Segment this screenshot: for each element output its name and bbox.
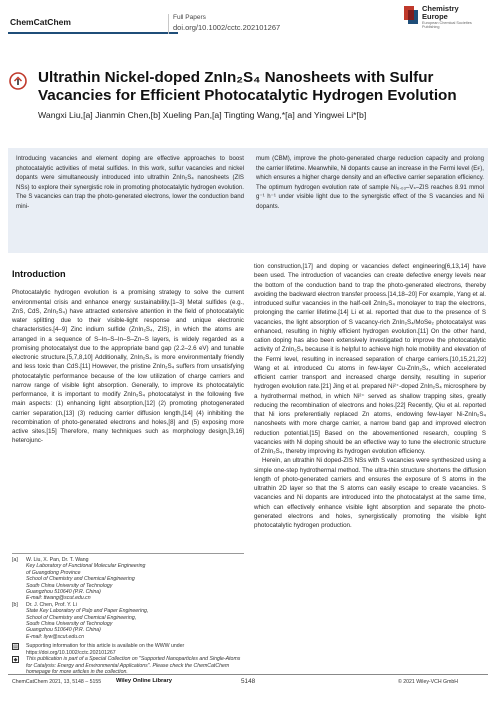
body-right-column (254, 262, 486, 530)
affiliation-email[interactable]: E-mail: ttwang@scut.edu.cn (26, 595, 91, 602)
affiliation-line: of Guangdong Province (26, 569, 81, 576)
publisher-name-line2: Europe (422, 12, 448, 21)
wiley-online-library-link[interactable]: Wiley Online Library (116, 678, 172, 684)
supporting-info-note[interactable] (12, 643, 244, 656)
publisher-name-line1: Chemistry (422, 4, 459, 13)
abstract-left-column: Introducing vacancies and element doping are effective approaches to boost photocatalytic activities of metal sulfides. In this work, sulfur vacancies and nickel dopants were simultaneously introduced into ultrathin ZnIn₂S₄ nanosheets (ZIS NSs) to explore their synergistic role in promoting photocatalytic hydrogen evolution. The S vacancies can trap the photo-generated electrons, lower the conduction band mini- (16, 155, 244, 210)
supporting-info-text: Supporting information for this article is available on the WWW under https://doi.org/10.1002/cctc.202101267 (26, 643, 185, 656)
author-list: Wangxi Liu,[a] Jianmin Chen,[b] Xueling Pan,[a] Tingting Wang,*[a] and Yingwei Li*[b] (38, 110, 367, 120)
affiliation-email[interactable]: E-mail: liyw@scut.edu.cn (26, 633, 85, 640)
doi-link[interactable]: doi.org/10.1002/cctc.202101267 (173, 23, 281, 32)
header-divider (168, 14, 169, 34)
page-header (0, 0, 496, 34)
body-paragraph: tion construction,[17] and doping or vacancies defect engineering[6,13,14] have been used. The introduction of vacancies can create defective energy levels near the bottom of the conduction band to trap the photo-generated electrons, thereby avoiding the backward electron transfer process.[14,18–20] For example, Yang et al. introduced sulfur vacancies in the half-cell ZnIn₂S₄ monolayer to trap the electrons, prolonging the carrier lifetime.[14] Li et al. reported that due to the presence of S vacancies, the light absorption of S vacancy-rich ZnIn₂S₄/MoSe₂ photocatalyst was enhanced, resulting in highly efficient hydrogen evolution.[11] On the other hand, cation doping has also been extensively investigated to improve the photocatalytic activity of ZnIn₂S₄ because it is helpful to achieve high hole mobility and elevation of the Fermi level, resulting in increased separation of charge carriers.[10,15,21,22] Wang et al. introduced Cu atoms in few-layer Cu-ZnIn₂S₄, which accelerated efficient carrier transport and increased charge density, resulting in superior hydrogen evolution rate.[21] Jing et al. prepared Ni²⁺-doped ZnIn₂S₄ microsphere by a hydrothermal method, in which Ni²⁺ served as shallow trapping sites, greatly reducing the recombination of electrons and holes.[22] Recently, Qiu et al. reported that Ni ions preferentially replaced Zn atoms, endowing few-layer Ni-ZnIn₂S₄ nanosheets with more charge carrier, a narrow band gap and improved electron reduction potential.[15] Based on the abovementioned research, coupling S vacancies with Ni doping should be an effective way to tune the electronic structure of ZnIn₂S₄, thereby improving its hydrogen evolution efficiency. (254, 263, 486, 455)
abstract-right-column: mum (CBM), improve the photo-generated charge reduction capacity and prolong the carrier lifetime. Meanwhile, Ni dopants cause an increase in the Fermi level (Eꜰ), which ensures a higher charge density and an effective carrier separation efficiency. The optimum hydrogen evolution rate of sample Ni₀.₀₃–Vₛ–ZIS reaches 8.91 mmol g⁻¹ h⁻¹ under visible light due to the synergistic effect of the S vacancies and Ni dopants. (256, 155, 484, 210)
chemistry-europe-icon (403, 5, 419, 25)
article-type: Full Papers (173, 14, 206, 21)
affiliation-line: School of Chemistry and Chemical Engineering (26, 576, 135, 583)
supporting-info-icon: ▤ (13, 644, 18, 651)
affiliation-line: State Key Laboratory of Pulp and Paper Engineering, (26, 608, 149, 615)
publisher-subtitle: European Chemical Societies Publishing (422, 21, 472, 30)
affiliation-a (12, 557, 244, 602)
affiliation-line: School of Chemistry and Chemical Engineering, (26, 614, 137, 621)
affiliation-line: Guangzhou 510640 (P.R. China) (26, 627, 101, 634)
section-heading-introduction: Introduction (12, 269, 66, 279)
body-paragraph: Photocatalytic hydrogen evolution is a promising strategy to solve the current environmental crisis and enhance energy sustainability.[1–3] Metal sulfides (e.g., ZnS, CdS, ZnIn₂S₄) have attracted extensive attention in the field of photocatalytic water splitting due to their visible-light response and unique electronic characteristics.[4–9] Zinc indium sulfide (ZnIn₂S₄, ZIS), in which the atoms are arranged in a sequence of S–In–S–In–S–Zn–S layers, is widely regarded as a promising photocatalyst due to the appropriate band gap (2.2–2.6 eV) and tunable electronic structure.[5,7,8,10] Additionally, ZnIn₂S₄ is more environmentally friendly and less toxic than CdS.[11] However, the pristine ZnIn₂S₄ suffers from unsatisfying photocatalytic performance because of the low utilization of charge carriers and narrow range of visible light absorption. Generally, to improve its photocatalytic performance, it is important to modify ZnIn₂S₄ photocatalyst in the following five main aspects: (1) enhancing light absorption,[12] (2) promoting photogenerated carrier separation,[13] (3) reducing carrier diffusion length,[14] (4) inhibiting the recombination of photo-generated electrons and holes,[8] and (5) exposing more active sites.[15] Therefore, many techniques such as morphology design,[3,16] heterojunc- (12, 289, 244, 445)
affiliations (12, 553, 244, 675)
header-rule (8, 32, 178, 34)
affiliation-names: Dr. J. Chen, Prof. Y. Li (26, 601, 77, 608)
affiliation-line: South China University of Technology (26, 582, 113, 589)
footer-copyright: © 2021 Wiley-VCH GmbH (398, 679, 459, 685)
footer-citation: ChemCatChem 2021, 13, 5148 – 5155 (12, 679, 102, 685)
publisher-name (422, 5, 459, 21)
special-collection-text: This publication is part of a Special Collection on "Supported Nanoparticles and Single-Atoms for Catalysis: Energy and Environmental Applications". Please check the ChemCatChem homepage for more articles in the collection. (26, 656, 241, 675)
affiliation-tag: [a] (12, 557, 18, 563)
footer-rule (8, 674, 488, 675)
affiliation-names: W. Liu, X. Pan, Dr. T. Wang (26, 557, 89, 563)
special-collection-icon: ◆ (13, 657, 18, 664)
body-left-column (12, 262, 244, 446)
affiliation-b (12, 602, 244, 640)
affiliation-line: South China University of Technology (26, 621, 113, 628)
affiliation-line: Guangzhou 510640 (P.R. China) (26, 589, 101, 596)
body-paragraph: Herein, an ultrathin Ni doped-ZIS NSs with S vacancies were synthesized using a simple one-step hydrothermal method. The ultra-thin structure shortens the diffusion length of photo-generated carriers and ensures the exposure of S atoms in the ultrathin 2D layer so that the S atoms can easily escape to create vacancies. S vacancies and Ni dopants are introduced into the photocatalyst at the same time, which can effectively enhance visible light absorption and separate the photo-generated electrons and holes, synergistically promoting the visible light photocatalytic hydrogen production. (254, 457, 486, 529)
affiliation-tag: [b] (12, 601, 18, 608)
affiliation-line: Key Laboratory of Functional Molecular Engineering (26, 563, 146, 570)
abstract-box (8, 148, 488, 253)
publisher-logo[interactable] (403, 4, 491, 30)
crossmark-icon[interactable] (9, 72, 27, 90)
special-collection-note (12, 656, 244, 675)
page-number: 5148 (241, 678, 256, 685)
article-title: Ultrathin Nickel-doped ZnIn₂S₄ Nanosheets with Sulfur Vacancies for Efficient Photocatalytic Hydrogen Evolution (38, 69, 457, 104)
journal-name[interactable]: ChemCatChem (10, 17, 71, 27)
